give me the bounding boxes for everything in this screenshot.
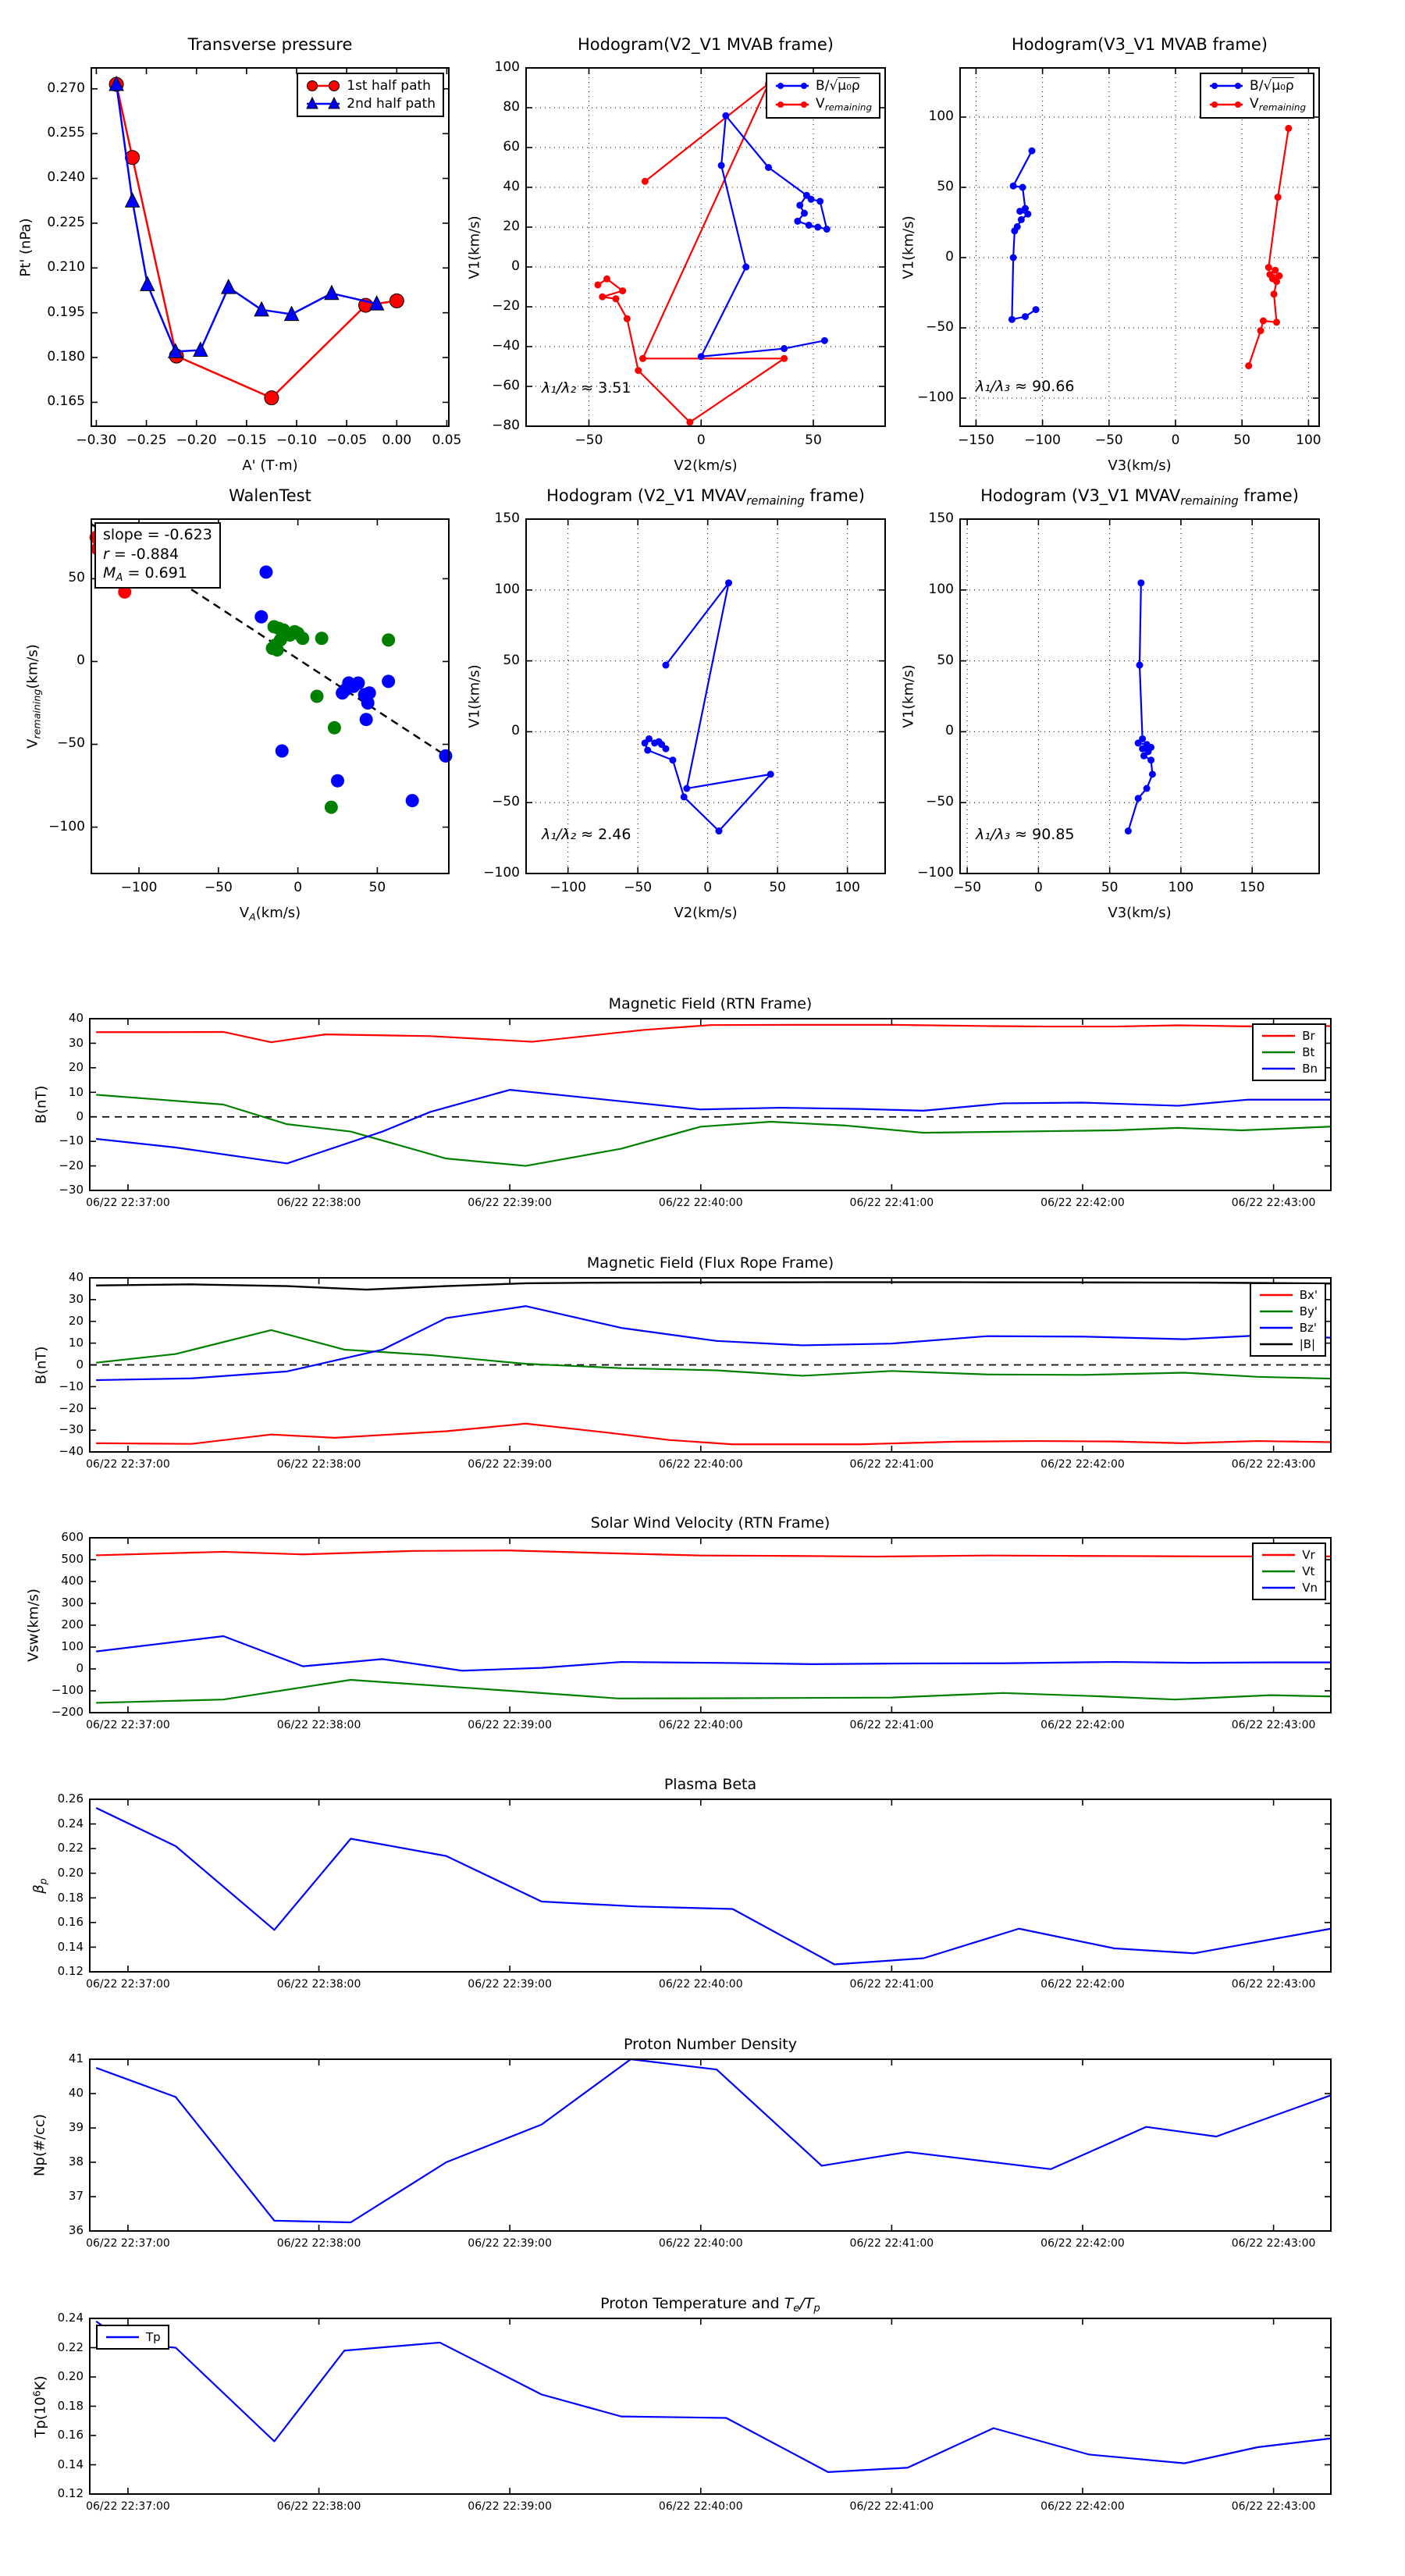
- x-axis-label: V3(km/s): [1108, 457, 1172, 474]
- y-tick-label: 0: [511, 723, 520, 739]
- x-tick-label: 06/22 22:43:00: [1231, 1978, 1316, 1991]
- y-tick-label: 20: [68, 1060, 84, 1075]
- annotation-line: slope = -0.623: [103, 526, 212, 543]
- plot-title: Solar Wind Velocity (RTN Frame): [590, 1514, 831, 1532]
- y-tick-label: −30: [59, 1183, 84, 1197]
- legend-swatch: [1261, 1582, 1297, 1594]
- legend-swatch: [1261, 1030, 1297, 1042]
- x-tick-label: 06/22 22:39:00: [468, 2237, 552, 2250]
- y-tick-label: 500: [61, 1552, 84, 1567]
- y-tick-label: 0.210: [47, 259, 85, 276]
- y-tick-label: 0.255: [47, 125, 85, 141]
- x-tick-label: 06/22 22:39:00: [468, 1197, 552, 1209]
- plot-title: Transverse pressure: [187, 35, 353, 54]
- y-tick-label: −40: [492, 337, 520, 354]
- y-tick-label: 40: [68, 1011, 84, 1026]
- series-bx-prime: [96, 1424, 1331, 1444]
- legend-swatch: [105, 2331, 140, 2343]
- legend: [766, 73, 880, 119]
- legend-item: [1261, 1062, 1318, 1076]
- plot-magnetic-field-flux-rope: [33, 1254, 1331, 1471]
- annotation-line: $M_A = 0.691$: [103, 564, 187, 585]
- x-tick-label: 06/22 22:37:00: [86, 2237, 170, 2250]
- y-tick-label: −50: [57, 735, 85, 752]
- y-tick-label: −80: [492, 417, 520, 433]
- y-tick-label: 0.195: [47, 304, 85, 320]
- series-alfven-speed-path: [698, 112, 831, 361]
- legend-item: [1208, 96, 1306, 113]
- legend-item: [774, 96, 872, 113]
- x-tick-label: 06/22 22:39:00: [468, 1458, 552, 1471]
- x-tick-label: 06/22 22:38:00: [276, 1719, 361, 1731]
- y-tick-label: 50: [68, 570, 85, 586]
- x-tick-label: 06/22 22:42:00: [1040, 1978, 1125, 1991]
- x-tick-label: 06/22 22:43:00: [1231, 1197, 1316, 1209]
- annotation: [94, 522, 221, 589]
- plot-transverse-pressure: [17, 35, 462, 474]
- plot-proton-temperature: [30, 2295, 1331, 2513]
- legend-item: [1261, 1029, 1318, 1043]
- annotation: [542, 379, 631, 398]
- y-tick-label: −50: [926, 794, 954, 810]
- annotation: [542, 825, 631, 845]
- x-tick-label: −50: [574, 432, 603, 448]
- y-tick-label: 0.20: [57, 2369, 84, 2384]
- legend-swatch: [1258, 1289, 1294, 1301]
- series-tp: [96, 2322, 1331, 2472]
- x-tick-label: 0.05: [432, 432, 462, 448]
- x-tick-label: 50: [1233, 432, 1250, 448]
- legend-label: 1st half path: [347, 78, 431, 94]
- x-tick-label: 06/22 22:40:00: [658, 1719, 743, 1731]
- y-tick-label: 0.14: [57, 1939, 84, 1954]
- y-tick-label: 150: [928, 510, 954, 526]
- x-tick-label: 100: [834, 880, 860, 895]
- x-tick-label: −50: [624, 880, 653, 895]
- y-tick-label: 100: [61, 1639, 84, 1654]
- y-tick-label: 40: [68, 1270, 84, 1285]
- legend-swatch: [1208, 80, 1244, 92]
- legend-swatch: [1261, 1549, 1297, 1561]
- y-tick-label: −20: [59, 1158, 84, 1172]
- x-tick-label: 06/22 22:40:00: [658, 1458, 743, 1471]
- legend-item: [1258, 1321, 1318, 1335]
- legend-swatch: [1258, 1305, 1294, 1318]
- x-tick-label: 06/22 22:40:00: [658, 2500, 743, 2513]
- y-tick-label: 100: [928, 108, 954, 124]
- y-tick-label: 0: [76, 1661, 84, 1676]
- legend-swatch: [1258, 1322, 1294, 1334]
- y-tick-label: 0.12: [57, 2486, 84, 2501]
- legend-item: [1258, 1337, 1318, 1351]
- y-tick-label: 80: [503, 98, 520, 115]
- y-tick-label: 0.18: [57, 1890, 84, 1905]
- annotation-line: λ₁/λ₃ ≈ 90.66: [976, 378, 1075, 395]
- series-v-remaining-path: [595, 80, 788, 426]
- y-tick-label: −30: [59, 1422, 84, 1437]
- y-tick-label: −60: [492, 377, 520, 393]
- legend-label: Br: [1302, 1029, 1315, 1043]
- legend-swatch: [305, 80, 341, 92]
- annotation: [976, 825, 1075, 845]
- y-axis-label: B(nT): [33, 1085, 50, 1124]
- plot-title: Proton Temperature and $T_e/T_p$: [600, 2295, 820, 2314]
- series-vn: [96, 1636, 1331, 1670]
- y-tick-label: −100: [917, 864, 954, 881]
- y-tick-label: 10: [68, 1084, 84, 1099]
- x-tick-label: −0.15: [226, 432, 267, 448]
- y-tick-label: 0.20: [57, 1865, 84, 1880]
- annotation-line: λ₁/λ₂ ≈ 2.46: [542, 826, 631, 843]
- legend: [1200, 73, 1314, 119]
- plot-proton-number-density: [31, 2036, 1331, 2250]
- x-axis-label: V2(km/s): [674, 457, 738, 474]
- x-tick-label: 06/22 22:38:00: [276, 2237, 361, 2250]
- y-tick-label: −50: [926, 318, 954, 335]
- legend: [1250, 1283, 1326, 1357]
- x-tick-label: −100: [120, 880, 158, 895]
- x-tick-label: 100: [1296, 432, 1321, 448]
- y-tick-label: 60: [503, 138, 520, 155]
- x-tick-label: 06/22 22:42:00: [1040, 2500, 1125, 2513]
- x-tick-label: 06/22 22:43:00: [1231, 1719, 1316, 1731]
- x-tick-label: 06/22 22:40:00: [658, 1197, 743, 1209]
- y-tick-label: 0.24: [57, 2311, 84, 2325]
- x-axis-label: V2(km/s): [674, 905, 738, 921]
- y-tick-label: −20: [492, 297, 520, 314]
- series-second-half-path: [109, 76, 384, 358]
- y-tick-label: −100: [48, 818, 85, 834]
- legend-label: Tp: [146, 2330, 161, 2344]
- y-tick-label: −20: [59, 1400, 84, 1415]
- x-tick-label: 0: [1171, 432, 1180, 448]
- x-tick-label: 06/22 22:41:00: [849, 1197, 934, 1209]
- legend-label: |B|: [1299, 1337, 1316, 1351]
- y-tick-label: 300: [61, 1596, 84, 1610]
- legend-label: By': [1299, 1304, 1318, 1318]
- series-vt: [96, 1680, 1331, 1703]
- y-tick-label: 100: [494, 581, 520, 597]
- x-tick-label: 50: [368, 880, 386, 895]
- x-tick-label: 06/22 22:41:00: [849, 1978, 934, 1991]
- series-v-remaining-path: [1125, 579, 1156, 834]
- x-tick-label: 06/22 22:42:00: [1040, 1197, 1125, 1209]
- legend-swatch: [305, 98, 341, 110]
- plot-title: Magnetic Field (RTN Frame): [608, 995, 813, 1012]
- y-tick-label: −100: [51, 1683, 84, 1698]
- plot-title: Hodogram(V2_V1 MVAB frame): [578, 35, 834, 54]
- x-tick-label: −0.05: [326, 432, 368, 448]
- y-tick-label: 0.180: [47, 348, 85, 365]
- y-tick-label: 50: [937, 178, 954, 194]
- plot-hodogram-v2v1-mvav: [466, 486, 885, 921]
- x-tick-label: 06/22 22:38:00: [276, 1458, 361, 1471]
- series-alfven-speed-path: [1008, 148, 1040, 323]
- y-tick-label: 0.26: [57, 1791, 84, 1806]
- legend-label: Vr: [1302, 1548, 1315, 1562]
- y-tick-label: 41: [68, 2051, 84, 2066]
- x-tick-label: 06/22 22:42:00: [1040, 1719, 1125, 1731]
- x-tick-label: −50: [953, 880, 982, 895]
- y-axis-label: V1(km/s): [900, 664, 917, 728]
- y-axis-label: V1(km/s): [466, 664, 483, 728]
- legend-label: Bx': [1299, 1288, 1318, 1302]
- y-tick-label: 200: [61, 1617, 84, 1632]
- y-tick-label: 39: [68, 2120, 84, 2135]
- x-tick-label: 50: [1101, 880, 1119, 895]
- legend-item: [1258, 1288, 1318, 1302]
- y-tick-label: 0: [511, 258, 520, 274]
- x-tick-label: 0: [1033, 880, 1043, 895]
- x-tick-label: −100: [1024, 432, 1061, 448]
- legend-label: $V_{remaining}$: [1250, 96, 1306, 113]
- legend-swatch: [1261, 1062, 1297, 1075]
- legend-label: Vt: [1302, 1564, 1315, 1578]
- legend-label: Bz': [1299, 1321, 1317, 1335]
- y-axis-label: Vsw(km/s): [25, 1589, 42, 1662]
- x-tick-label: −150: [958, 432, 994, 448]
- x-tick-label: 50: [769, 880, 786, 895]
- plot-walen-test: [24, 486, 449, 923]
- y-tick-label: 0: [76, 653, 85, 669]
- series-np: [96, 2059, 1331, 2222]
- y-tick-label: −200: [51, 1705, 84, 1720]
- x-tick-label: 06/22 22:42:00: [1040, 1458, 1125, 1471]
- y-axis-label: V1(km/s): [900, 215, 917, 279]
- annotation: [976, 377, 1075, 397]
- y-tick-label: 0: [945, 248, 954, 265]
- y-tick-label: 50: [937, 652, 954, 668]
- x-tick-label: 06/22 22:37:00: [86, 1719, 170, 1731]
- legend-item: [305, 96, 436, 112]
- y-tick-label: 40: [68, 2086, 84, 2101]
- x-tick-label: −0.30: [76, 432, 117, 448]
- y-tick-label: 50: [503, 652, 520, 668]
- legend-swatch: [1261, 1046, 1297, 1059]
- x-tick-label: 06/22 22:43:00: [1231, 2500, 1316, 2513]
- x-axis-label: V3(km/s): [1108, 905, 1172, 921]
- plot-title: Plasma Beta: [663, 1776, 757, 1793]
- y-tick-label: 150: [494, 510, 520, 526]
- y-tick-label: 38: [68, 2154, 84, 2169]
- x-tick-label: 0: [696, 432, 706, 448]
- y-tick-label: 37: [68, 2189, 84, 2204]
- y-tick-label: 0.22: [57, 2339, 84, 2354]
- x-axis-label: A' (T·m): [242, 457, 298, 474]
- y-tick-label: 0.225: [47, 214, 85, 230]
- x-tick-label: 06/22 22:43:00: [1231, 2237, 1316, 2250]
- x-tick-label: 150: [1239, 880, 1265, 895]
- series-b-magnitude: [96, 1283, 1331, 1290]
- series-bz-prime: [96, 1306, 1331, 1380]
- plot-hodogram-v3v1-mvab: [900, 35, 1321, 474]
- plot-title: Magnetic Field (Flux Rope Frame): [586, 1254, 834, 1272]
- y-tick-label: −50: [492, 794, 520, 810]
- x-tick-label: 06/22 22:42:00: [1040, 2237, 1125, 2250]
- legend-swatch: [1258, 1338, 1294, 1350]
- x-tick-label: −50: [1094, 432, 1123, 448]
- legend-item: [1261, 1581, 1318, 1595]
- y-tick-label: 0.22: [57, 1841, 84, 1856]
- legend-item: [1258, 1304, 1318, 1318]
- series-first-half-path: [109, 77, 404, 405]
- series-beta-p: [96, 1808, 1331, 1964]
- x-tick-label: 06/22 22:37:00: [86, 2500, 170, 2513]
- plot-magnetic-field-rtn: [33, 995, 1331, 1209]
- plot-hodogram-v2v1-mvab: [466, 35, 885, 474]
- y-tick-label: 0: [945, 723, 954, 739]
- x-tick-label: 06/22 22:38:00: [276, 1197, 361, 1209]
- y-tick-label: 0: [76, 1357, 84, 1372]
- y-axis-label: B(nT): [33, 1346, 50, 1384]
- y-tick-label: 0.16: [57, 1915, 84, 1930]
- legend-item: [1261, 1564, 1318, 1578]
- y-tick-label: −100: [483, 864, 520, 881]
- y-tick-label: 10: [68, 1335, 84, 1350]
- y-axis-label: Np(#/cc): [31, 2114, 48, 2176]
- y-tick-label: 600: [61, 1530, 84, 1545]
- x-tick-label: 06/22 22:40:00: [658, 2237, 743, 2250]
- legend: [1252, 1023, 1326, 1081]
- y-tick-label: 20: [503, 218, 520, 234]
- x-tick-label: 06/22 22:37:00: [86, 1197, 170, 1209]
- y-axis-label: Pt' (nPa): [17, 217, 34, 277]
- series-scatter-last-interval: [254, 565, 452, 807]
- y-tick-label: 0: [76, 1108, 84, 1123]
- legend-label: 2nd half path: [347, 96, 436, 112]
- y-axis-label: $V_{remaining}(km/s)$: [24, 644, 43, 749]
- x-tick-label: 06/22 22:41:00: [849, 2500, 934, 2513]
- plot-title: WalenTest: [229, 486, 311, 505]
- annotation-line: λ₁/λ₃ ≈ 90.85: [976, 826, 1075, 843]
- legend-label: Bn: [1302, 1062, 1318, 1076]
- y-axis-label: $\beta_p$: [30, 1877, 49, 1894]
- x-axis-label: $V_A(km/s)$: [239, 905, 301, 923]
- y-tick-label: −10: [59, 1133, 84, 1148]
- plot-title: Proton Number Density: [624, 2036, 797, 2053]
- annotation-line: r = -0.884: [103, 545, 180, 563]
- x-tick-label: 06/22 22:41:00: [849, 2237, 934, 2250]
- x-tick-label: 50: [805, 432, 822, 448]
- annotation-line: λ₁/λ₂ ≈ 3.51: [542, 379, 631, 397]
- x-tick-label: −0.10: [276, 432, 318, 448]
- series-bn: [96, 1090, 1331, 1163]
- legend-label: $V_{remaining}$: [816, 96, 872, 113]
- y-tick-label: 100: [928, 581, 954, 597]
- legend-item: [1261, 1045, 1318, 1059]
- series-vr: [96, 1550, 1331, 1557]
- x-tick-label: 06/22 22:38:00: [276, 1978, 361, 1991]
- x-tick-label: 0: [703, 880, 713, 895]
- x-tick-label: 06/22 22:43:00: [1231, 1458, 1316, 1471]
- y-tick-label: 400: [61, 1574, 84, 1589]
- legend: [297, 73, 444, 117]
- legend: [96, 2325, 169, 2350]
- legend-swatch: [774, 80, 810, 92]
- x-tick-label: 06/22 22:41:00: [849, 1719, 934, 1731]
- legend-item: [1261, 1548, 1318, 1562]
- x-tick-label: 0.00: [382, 432, 412, 448]
- x-tick-label: 06/22 22:39:00: [468, 2500, 552, 2513]
- y-tick-label: 0.16: [57, 2428, 84, 2443]
- y-tick-label: 36: [68, 2223, 84, 2238]
- y-tick-label: 30: [68, 1292, 84, 1307]
- x-tick-label: 06/22 22:39:00: [468, 1719, 552, 1731]
- x-tick-label: 06/22 22:41:00: [849, 1458, 934, 1471]
- plot-plasma-beta: [30, 1776, 1331, 1991]
- y-axis-label: $Tp(10^6K)$: [30, 2375, 49, 2438]
- x-tick-label: 06/22 22:38:00: [276, 2500, 361, 2513]
- plot-title: Hodogram(V3_V1 MVAB frame): [1012, 35, 1268, 54]
- x-tick-label: −50: [204, 880, 233, 895]
- y-tick-label: 0.18: [57, 2398, 84, 2413]
- legend: [1252, 1542, 1326, 1600]
- x-tick-label: −0.20: [176, 432, 217, 448]
- plot-hodogram-v3v1-mvav: [900, 486, 1319, 921]
- y-tick-label: 0.165: [47, 393, 85, 410]
- y-tick-label: 0.12: [57, 1964, 84, 1979]
- x-tick-label: 06/22 22:37:00: [86, 1458, 170, 1471]
- y-tick-label: 30: [68, 1035, 84, 1050]
- plot-title: Hodogram (V3_V1 $MVAV_{remaining}$ frame): [980, 486, 1299, 508]
- x-tick-label: 06/22 22:39:00: [468, 1978, 552, 1991]
- legend-label: B/√μ₀ρ: [816, 78, 860, 94]
- legend-item: [1208, 78, 1306, 94]
- y-tick-label: 40: [503, 178, 520, 194]
- legend-swatch: [1208, 98, 1244, 111]
- legend-item: [305, 78, 436, 94]
- legend-label: B/√μ₀ρ: [1250, 78, 1294, 94]
- x-tick-label: 06/22 22:37:00: [86, 1978, 170, 1991]
- series-scatter-middle-interval: [266, 620, 396, 813]
- plot-title: Hodogram (V2_V1 $MVAV_{remaining}$ frame): [546, 486, 865, 508]
- y-tick-label: −10: [59, 1379, 84, 1393]
- legend-item: [105, 2330, 161, 2344]
- series-v-remaining-path: [1245, 125, 1292, 369]
- x-tick-label: 06/22 22:40:00: [658, 1978, 743, 1991]
- x-tick-label: −0.25: [126, 432, 167, 448]
- y-tick-label: 0.14: [57, 2457, 84, 2471]
- y-tick-label: 0.24: [57, 1816, 84, 1831]
- y-tick-label: −40: [59, 1444, 84, 1459]
- legend-swatch: [774, 98, 810, 111]
- legend-label: Bt: [1302, 1045, 1315, 1059]
- y-axis-label: V1(km/s): [466, 215, 483, 279]
- x-tick-label: −100: [550, 880, 587, 895]
- legend-item: [774, 78, 872, 94]
- legend-label: Vn: [1302, 1581, 1318, 1595]
- y-tick-label: 20: [68, 1314, 84, 1328]
- legend-swatch: [1261, 1565, 1297, 1578]
- x-tick-label: 100: [1168, 880, 1194, 895]
- x-tick-label: 0: [293, 880, 303, 895]
- plot-solar-wind-velocity: [25, 1514, 1331, 1731]
- y-tick-label: 0.270: [47, 80, 85, 96]
- y-tick-label: 100: [494, 59, 520, 75]
- y-tick-label: −100: [917, 389, 954, 405]
- y-tick-label: 0.240: [47, 169, 85, 186]
- series-br: [96, 1025, 1331, 1042]
